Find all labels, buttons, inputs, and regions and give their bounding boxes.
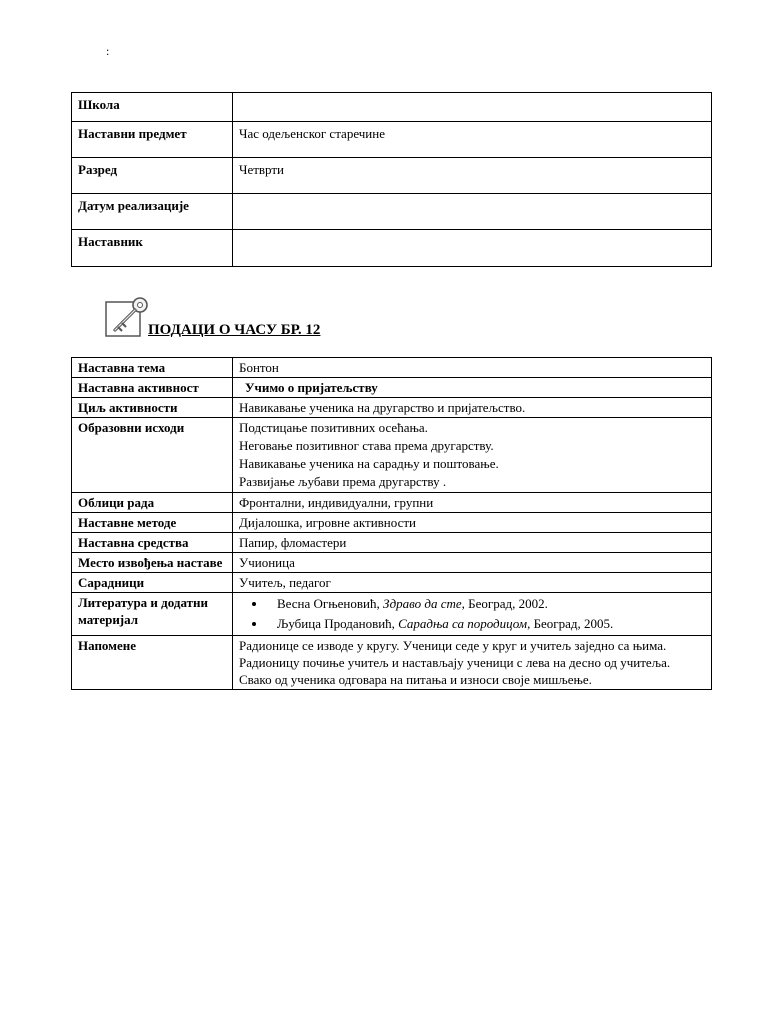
table-row xyxy=(72,553,712,573)
header-table xyxy=(71,92,712,267)
table-row xyxy=(72,358,712,378)
teacher-value xyxy=(233,230,712,267)
topic-label: Наставна тема xyxy=(72,358,233,378)
associates-label: Сарадници xyxy=(72,573,233,593)
section-heading xyxy=(104,296,504,342)
outcome-item: Навикавање ученика на сарадњу и поштовање. xyxy=(239,456,499,471)
outcome-item: Подстицање позитивних осећања. xyxy=(239,420,428,435)
table-row xyxy=(72,636,712,690)
school-value xyxy=(233,93,712,122)
table-row xyxy=(72,230,712,267)
outcome-item: Неговање позитивног става према другарству. xyxy=(239,438,494,453)
notes-label: Напомене xyxy=(72,636,233,690)
ref-rest: , Београд, 2005. xyxy=(527,616,614,631)
notes-value: Радионице се изводе у кругу. Ученици седе у круг и учитељ заједно са њима. Радионицу почиње учитељ и настављају ученици с лева на десно од учитеља. Свако од ученика одговара на питања и износи своје мишљење. xyxy=(233,636,712,690)
resources-label: Наставна средства xyxy=(72,533,233,553)
teacher-label: Наставник xyxy=(72,230,233,267)
table-row xyxy=(72,194,712,230)
associates-value: Учитељ, педагог xyxy=(233,573,712,593)
goal-value: Навикавање ученика на другарство и пријатељство. xyxy=(233,398,712,418)
list-item xyxy=(267,594,705,614)
work-forms-label: Облици рада xyxy=(72,493,233,513)
ref-title: Сарадња са породицом xyxy=(398,616,528,631)
school-label: Школа xyxy=(72,93,233,122)
outcomes-label: Образовни исходи xyxy=(72,418,233,493)
table-row xyxy=(72,398,712,418)
table-row xyxy=(72,573,712,593)
key-icon xyxy=(104,296,150,340)
resources-value: Папир, фломастери xyxy=(233,533,712,553)
stray-mark: : xyxy=(106,44,110,58)
table-row xyxy=(72,93,712,122)
section-title: ПОДАЦИ О ЧАСУ БР. 12 xyxy=(148,322,321,338)
table-row xyxy=(72,513,712,533)
table-row xyxy=(72,122,712,158)
outcome-item: Развијање љубави према другарству . xyxy=(239,474,447,489)
outcomes-value xyxy=(233,418,712,493)
table-row xyxy=(72,533,712,553)
activity-label: Наставна активност xyxy=(72,378,233,398)
ref-author: Љубица Продановић, xyxy=(277,616,399,631)
ref-rest: , Београд, 2002. xyxy=(461,596,548,611)
date-label: Датум реализације xyxy=(72,194,233,230)
literature-value xyxy=(233,593,712,636)
table-row xyxy=(72,418,712,493)
table-row xyxy=(72,493,712,513)
grade-label: Разред xyxy=(72,158,233,194)
place-label: Место извођења наставе xyxy=(72,553,233,573)
lesson-table xyxy=(71,357,712,690)
date-value xyxy=(233,194,712,230)
table-row xyxy=(72,158,712,194)
methods-value: Дијалошка, игровне активности xyxy=(233,513,712,533)
list-item xyxy=(267,614,705,634)
subject-label: Наставни предмет xyxy=(72,122,233,158)
methods-label: Наставне методе xyxy=(72,513,233,533)
place-value: Учионица xyxy=(233,553,712,573)
subject-value: Час одељенског старечине xyxy=(233,122,712,158)
literature-list xyxy=(239,594,705,634)
goal-label: Циљ активности xyxy=(72,398,233,418)
ref-author: Весна Огњеновић, xyxy=(277,596,383,611)
topic-value: Бонтон xyxy=(233,358,712,378)
table-row xyxy=(72,378,712,398)
table-row xyxy=(72,593,712,636)
activity-value: Учимо о пријатељству xyxy=(233,378,712,398)
work-forms-value: Фронтални, индивидуални, групни xyxy=(233,493,712,513)
literature-label: Литература и додатни материјал xyxy=(72,593,233,636)
grade-value: Четврти xyxy=(233,158,712,194)
ref-title: Здраво да сте xyxy=(382,596,462,611)
